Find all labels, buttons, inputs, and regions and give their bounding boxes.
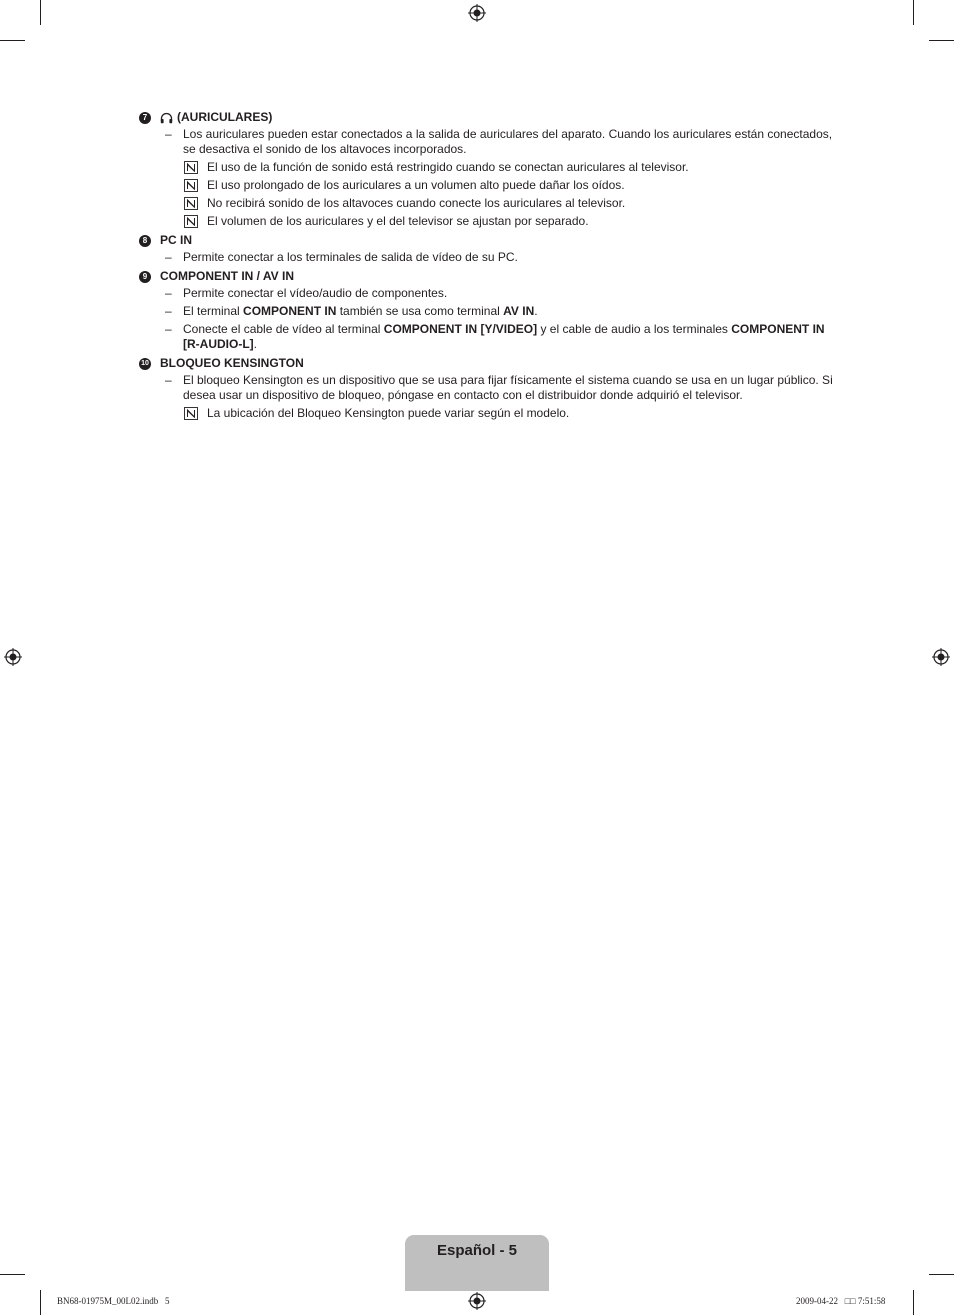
registration-mark-icon bbox=[468, 1292, 486, 1310]
note-text: El uso de la función de sonido está restringido cuando se conectan auriculares al televisor. bbox=[207, 160, 689, 174]
crop-mark bbox=[0, 40, 25, 41]
crop-mark bbox=[40, 1290, 41, 1315]
crop-mark bbox=[929, 1274, 954, 1275]
registration-mark-icon bbox=[4, 648, 22, 666]
crop-mark bbox=[913, 1290, 914, 1315]
registration-mark-icon bbox=[932, 648, 950, 666]
text-run: El terminal bbox=[183, 304, 244, 318]
print-slug-date: 2009-04-22 □□ 7:51:58 bbox=[796, 1296, 886, 1306]
crop-mark bbox=[40, 0, 41, 25]
text-run: . bbox=[534, 304, 538, 318]
text-run: Conecte el cable de vídeo al terminal bbox=[183, 322, 384, 336]
crop-mark bbox=[929, 40, 954, 41]
text-run: . bbox=[253, 337, 257, 351]
note-icon bbox=[184, 179, 198, 192]
note-icon bbox=[184, 215, 198, 228]
crop-mark bbox=[0, 1274, 25, 1275]
dash-bullet: – bbox=[165, 250, 172, 264]
headphones-icon bbox=[160, 112, 173, 124]
list-item bbox=[139, 304, 839, 319]
text-run: y el cable de audio a los terminales bbox=[537, 322, 732, 336]
page-number: Español - 5 bbox=[436, 1242, 518, 1259]
dash-bullet: – bbox=[165, 127, 172, 141]
note-item bbox=[139, 196, 839, 211]
terminal-name: COMPONENT IN [R-AUDIO-L] bbox=[183, 322, 825, 351]
registration-mark-icon bbox=[468, 4, 486, 22]
dash-bullet: – bbox=[165, 322, 172, 336]
list-item bbox=[139, 322, 839, 352]
section-number-badge: 8 bbox=[139, 235, 151, 247]
note-item bbox=[139, 214, 839, 229]
item-text: Permite conectar el vídeo/audio de componentes. bbox=[183, 286, 448, 300]
section-heading-pc-in bbox=[139, 233, 839, 248]
item-text bbox=[183, 322, 825, 351]
section-title: COMPONENT IN / AV IN bbox=[160, 269, 295, 283]
list-item bbox=[139, 373, 839, 403]
dash-bullet: – bbox=[165, 304, 172, 318]
item-text: Permite conectar a los terminales de salida de vídeo de su PC. bbox=[183, 250, 518, 264]
note-text: El volumen de los auriculares y el del televisor se ajustan por separado. bbox=[207, 214, 589, 228]
note-item bbox=[139, 178, 839, 193]
section-heading-kensington bbox=[139, 356, 839, 371]
dash-bullet: – bbox=[165, 286, 172, 300]
note-item bbox=[139, 160, 839, 175]
note-icon bbox=[184, 197, 198, 210]
note-text: El uso prolongado de los auriculares a un volumen alto puede dañar los oídos. bbox=[207, 178, 625, 192]
page-number-tab bbox=[405, 1235, 549, 1291]
list-item bbox=[139, 127, 839, 157]
section-number-badge: 9 bbox=[139, 271, 151, 283]
text-run: también se usa como terminal bbox=[336, 304, 504, 318]
section-heading-headphones bbox=[139, 110, 839, 125]
note-text: La ubicación del Bloqueo Kensington puede variar según el modelo. bbox=[207, 406, 570, 420]
crop-mark bbox=[913, 0, 914, 25]
terminal-name: COMPONENT IN bbox=[243, 304, 337, 318]
section-number-badge: 7 bbox=[139, 112, 151, 124]
note-icon bbox=[184, 407, 198, 420]
note-text: No recibirá sonido de los altavoces cuando conecte los auriculares al televisor. bbox=[207, 196, 626, 210]
terminal-name: COMPONENT IN [Y/VIDEO] bbox=[383, 322, 538, 336]
terminal-name: AV IN bbox=[503, 304, 535, 318]
section-title: BLOQUEO KENSINGTON bbox=[160, 356, 304, 370]
manual-content bbox=[139, 110, 839, 424]
section-title: PC IN bbox=[160, 233, 193, 247]
list-item bbox=[139, 286, 839, 301]
list-item bbox=[139, 250, 839, 265]
item-text: El bloqueo Kensington es un dispositivo que se usa para fijar físicamente el sistema cuando se usa en un lugar público. Si desea usar un dispositivo de bloqueo, póngase en contacto con el distribuidor donde adquirió el televisor. bbox=[183, 373, 833, 402]
note-icon bbox=[184, 161, 198, 174]
section-number-badge: 10 bbox=[139, 358, 151, 370]
item-text: Los auriculares pueden estar conectados a la salida de auriculares del aparato. Cuando los auriculares están conectados, se desactiva el sonido de los altavoces incorporados. bbox=[183, 127, 833, 156]
section-heading-component-in bbox=[139, 269, 839, 284]
dash-bullet: – bbox=[165, 373, 172, 387]
note-item bbox=[139, 406, 839, 421]
section-title: (AURICULARES) bbox=[177, 110, 273, 124]
item-text bbox=[183, 304, 538, 318]
print-slug-file: BN68-01975M_00L02.indb 5 bbox=[57, 1296, 170, 1306]
